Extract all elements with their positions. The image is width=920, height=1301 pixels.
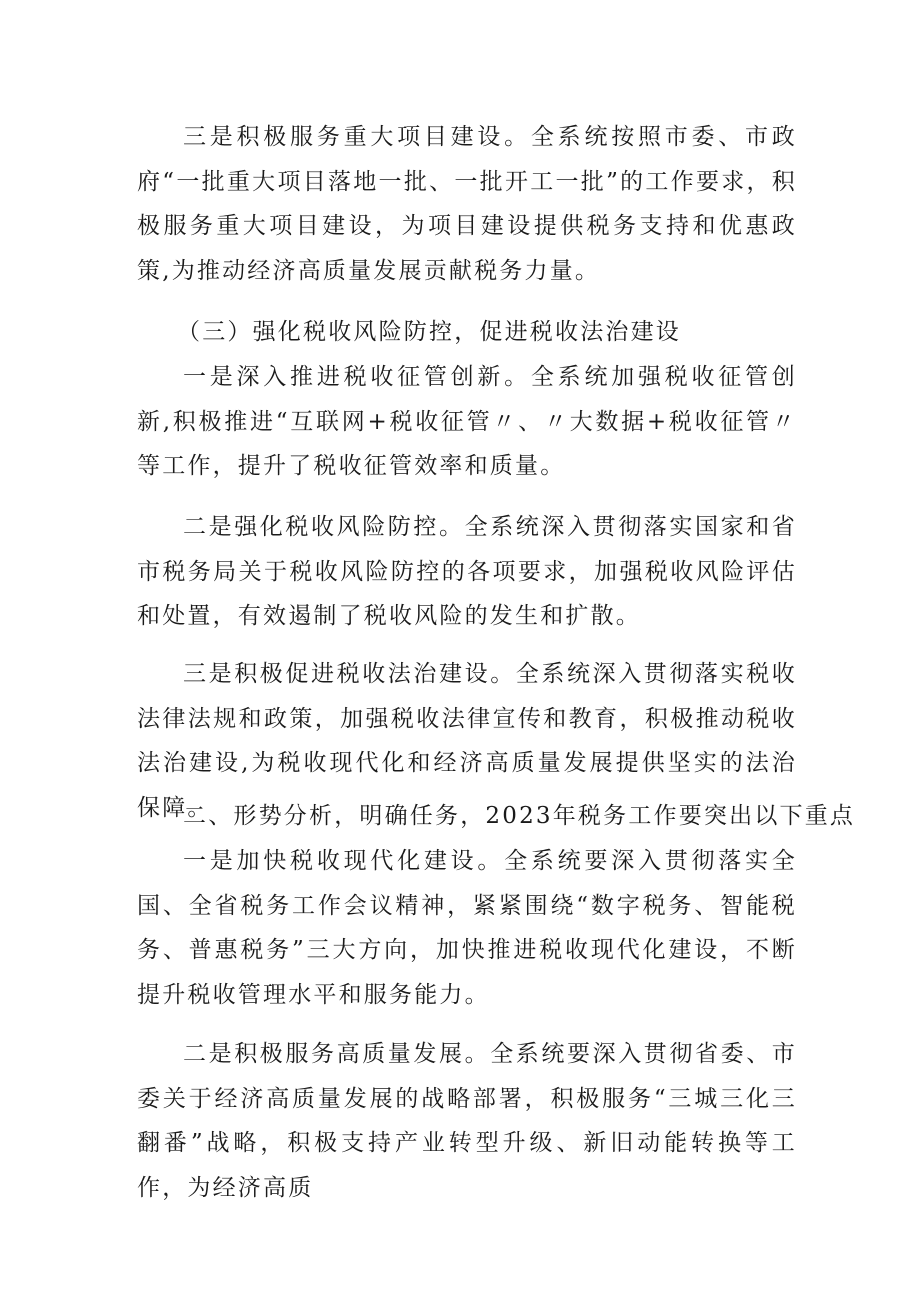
- paragraph-risk-control: 二是强化税收风险防控。全系统深入贯彻落实国家和省市税务局关于税收风险防控的各项要求，加强税收风险评估和处置，有效遏制了税收风险的发生和扩散。: [137, 514, 797, 629]
- section-heading-three: （三）强化税收风险防控，促进税收法治建设: [177, 319, 681, 345]
- paragraph-collection-innovation: 一是深入推进税收征管创新。全系统加强税收征管创新,积极推进“互联网+税收征管〃、〃大数据+税收征管〃等工作，提升了税收征管效率和质量。: [137, 364, 797, 479]
- paragraph-high-quality-development: 二是积极服务高质量发展。全系统要深入贯彻省委、市委关于经济高质量发展的战略部署，积极服务“三城三化三翻番”战略，积极支持产业转型升级、新旧动能转换等工作，为经济高质: [137, 1041, 797, 1201]
- section-heading-two: 二、形势分析，明确任务，2023年税务工作要突出以下重点: [183, 803, 856, 829]
- paragraph-rule-of-law: 三是积极促进税收法治建设。全系统深入贯彻落实税收法律法规和政策，加强税收法律宣传和教育，积极推动税收法治建设,为税收现代化和经济高质量发展提供坚实的法治保障。: [137, 661, 797, 821]
- paragraph-major-projects: 三是积极服务重大项目建设。全系统按照市委、市政府“一批重大项目落地一批、一批开工一批”的工作要求，积极服务重大项目建设，为项目建设提供税务支持和优惠政策,为推动经济高质量发展贡献税务力量。: [137, 124, 797, 284]
- paragraph-modernization: 一是加快税收现代化建设。全系统要深入贯彻落实全国、全省税务工作会议精神，紧紧围绕“数字税务、智能税务、普惠税务”三大方向，加快推进税收现代化建设，不断提升税收管理水平和服务能力。: [137, 848, 797, 1008]
